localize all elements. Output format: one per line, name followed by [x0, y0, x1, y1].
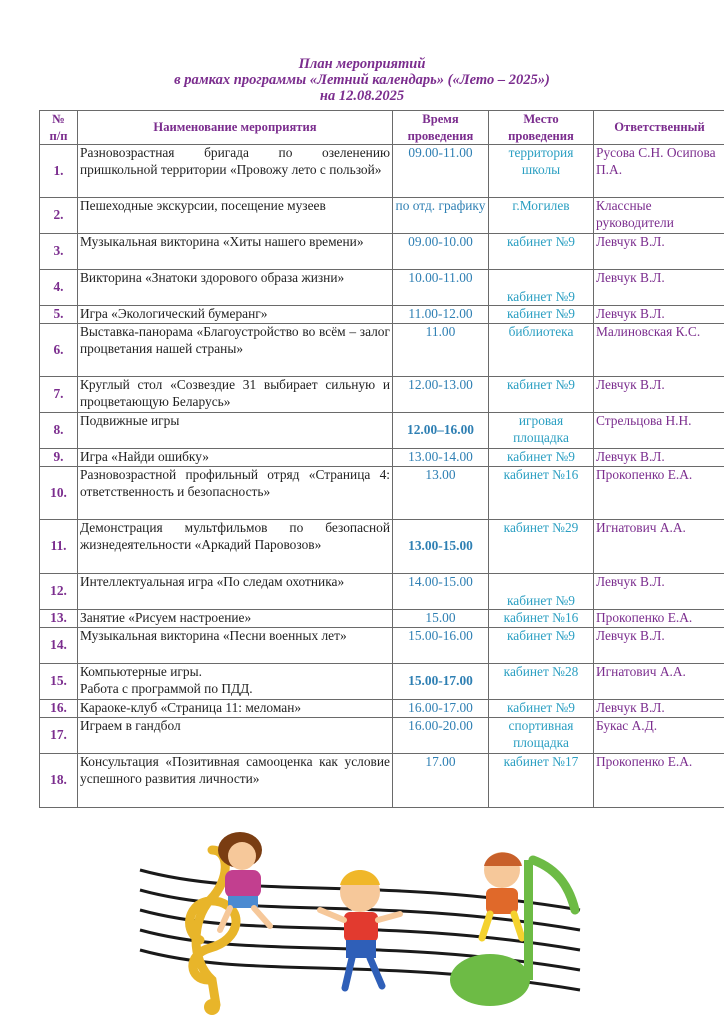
- table-row: [40, 610, 724, 628]
- row-resp: Прокопенко Е.А.: [594, 610, 724, 628]
- header-name: Наименование мероприятия: [78, 111, 393, 145]
- row-name: Консультация «Позитивная самооценка как условие успешного развития личности»: [78, 754, 393, 808]
- row-num: 3.: [40, 234, 78, 270]
- table-row: [40, 574, 724, 610]
- row-time: 09.00-10.00: [393, 234, 489, 270]
- row-resp: Левчук В.Л.: [594, 449, 724, 467]
- row-place: кабинет №9: [489, 377, 594, 413]
- title-line-1: План мероприятий: [298, 56, 426, 72]
- row-resp: Левчук В.Л.: [594, 574, 724, 610]
- table-row: [40, 520, 724, 574]
- row-name-line-2: Работа с программой по ПДД.: [80, 680, 253, 696]
- row-place: спортивная площадка: [489, 718, 594, 754]
- row-num: 11.: [40, 520, 78, 574]
- events-table: [39, 110, 724, 808]
- girl-figure: [218, 832, 270, 930]
- row-time: 15.00: [393, 610, 489, 628]
- row-num: 8.: [40, 413, 78, 449]
- title-line-3: на 12.08.2025: [319, 88, 405, 104]
- table-header-row: [40, 111, 724, 145]
- title-line-2: в рамках программы «Летний календарь» («Лето – 2025»): [174, 72, 550, 88]
- row-num: 13.: [40, 610, 78, 628]
- row-time: 13.00-14.00: [393, 449, 489, 467]
- table-row: [40, 198, 724, 234]
- header-time: Время проведения: [393, 111, 489, 145]
- row-resp: Левчук В.Л.: [594, 234, 724, 270]
- table-row: [40, 324, 724, 377]
- row-name: Подвижные игры: [78, 413, 393, 449]
- table-row: [40, 718, 724, 754]
- row-resp: Букас А.Д.: [594, 718, 724, 754]
- row-num: 5.: [40, 306, 78, 324]
- row-num: 12.: [40, 574, 78, 610]
- row-resp: Игнатович А.А.: [594, 664, 724, 700]
- row-resp: Левчук В.Л.: [594, 700, 724, 718]
- row-time: 16.00-17.00: [393, 700, 489, 718]
- table-row: [40, 754, 724, 808]
- row-place: кабинет №28: [489, 664, 594, 700]
- header-num: № п/п: [40, 111, 78, 145]
- row-place: кабинет №9: [489, 700, 594, 718]
- row-time: 11.00-12.00: [393, 306, 489, 324]
- row-place: кабинет №9: [489, 306, 594, 324]
- row-place: кабинет №16: [489, 467, 594, 520]
- table-row: [40, 467, 724, 520]
- row-num: 10.: [40, 467, 78, 520]
- row-resp: Левчук В.Л.: [594, 377, 724, 413]
- row-num: 7.: [40, 377, 78, 413]
- row-name: Пешеходные экскурсии, посещение музеев: [78, 198, 393, 234]
- table-row: [40, 306, 724, 324]
- row-resp: Стрельцова Н.Н.: [594, 413, 724, 449]
- row-name: Разновозрастная бригада по озеленению пришкольной территории «Провожу лето с пользой»: [78, 145, 393, 198]
- row-time: по отд. графику: [393, 198, 489, 234]
- music-kids-illustration: [130, 830, 590, 1020]
- row-time: 13.00: [393, 467, 489, 520]
- row-resp: Прокопенко Е.А.: [594, 467, 724, 520]
- row-place: кабинет №9: [489, 449, 594, 467]
- row-num: 6.: [40, 324, 78, 377]
- row-name: Музыкальная викторина «Хиты нашего времени»: [78, 234, 393, 270]
- row-num: 18.: [40, 754, 78, 808]
- row-resp: Левчук В.Л.: [594, 306, 724, 324]
- table-row: [40, 377, 724, 413]
- row-num: 1.: [40, 145, 78, 198]
- table-row: [40, 145, 724, 198]
- row-place: кабинет №9: [489, 628, 594, 664]
- row-name: Круглый стол «Созвездие 31 выбирает сильную и процветающую Беларусь»: [78, 377, 393, 413]
- row-place: кабинет №17: [489, 754, 594, 808]
- row-resp: Малиновская К.С.: [594, 324, 724, 377]
- row-time: 14.00-15.00: [393, 574, 489, 610]
- row-name: [78, 664, 393, 700]
- row-name: Игра «Экологический бумеранг»: [78, 306, 393, 324]
- table-row: [40, 700, 724, 718]
- table-row: [40, 270, 724, 306]
- row-name: Интеллектуальная игра «По следам охотника»: [78, 574, 393, 610]
- row-time: 11.00: [393, 324, 489, 377]
- document-title: [0, 56, 724, 104]
- row-num: 9.: [40, 449, 78, 467]
- row-place: кабинет №9: [489, 234, 594, 270]
- row-resp: Игнатович А.А.: [594, 520, 724, 574]
- row-name: Выставка-панорама «Благоустройство во всём – залог процветания нашей страны»: [78, 324, 393, 377]
- table-row: [40, 628, 724, 664]
- row-resp: Русова С.Н. Осипова П.А.: [594, 145, 724, 198]
- row-resp: Классные руководители: [594, 198, 724, 234]
- row-time: 09.00-11.00: [393, 145, 489, 198]
- row-name: Демонстрация мультфильмов по безопасной жизнедеятельности «Аркадий Паровозов»: [78, 520, 393, 574]
- row-place: библиотека: [489, 324, 594, 377]
- row-time: 13.00-15.00: [393, 520, 489, 574]
- row-num: 4.: [40, 270, 78, 306]
- row-num: 14.: [40, 628, 78, 664]
- row-num: 15.: [40, 664, 78, 700]
- row-resp: Левчук В.Л.: [594, 628, 724, 664]
- row-time: 10.00-11.00: [393, 270, 489, 306]
- row-place: г.Могилев: [489, 198, 594, 234]
- row-place: игровая площадка: [489, 413, 594, 449]
- row-name: Играем в гандбол: [78, 718, 393, 754]
- row-place: кабинет №29: [489, 520, 594, 574]
- header-resp: Ответственный: [594, 111, 724, 145]
- row-name-line-1: Компьютерные игры.: [80, 664, 202, 680]
- row-place: кабинет №9: [489, 270, 594, 306]
- row-num: 2.: [40, 198, 78, 234]
- row-time: 15.00-17.00: [393, 664, 489, 700]
- row-resp: Прокопенко Е.А.: [594, 754, 724, 808]
- row-name: Викторина «Знатоки здорового образа жизни»: [78, 270, 393, 306]
- row-name: Игра «Найди ошибку»: [78, 449, 393, 467]
- row-place: кабинет №16: [489, 610, 594, 628]
- table-row: [40, 449, 724, 467]
- row-name: Музыкальная викторина «Песни военных лет»: [78, 628, 393, 664]
- table-row: [40, 413, 724, 449]
- row-name: Караоке-клуб «Страница 11: меломан»: [78, 700, 393, 718]
- row-name: Занятие «Рисуем настроение»: [78, 610, 393, 628]
- row-time: 12.00–16.00: [393, 413, 489, 449]
- row-place: кабинет №9: [489, 574, 594, 610]
- row-num: 16.: [40, 700, 78, 718]
- table-row: [40, 664, 724, 700]
- row-num: 17.: [40, 718, 78, 754]
- row-time: 15.00-16.00: [393, 628, 489, 664]
- boy-figure-right: [482, 852, 522, 938]
- row-time: 16.00-20.00: [393, 718, 489, 754]
- table-row: [40, 234, 724, 270]
- row-time: 17.00: [393, 754, 489, 808]
- header-place: Место проведения: [489, 111, 594, 145]
- row-resp: Левчук В.Л.: [594, 270, 724, 306]
- row-name: Разновозрастной профильный отряд «Страница 4: ответственность и безопасность»: [78, 467, 393, 520]
- row-time: 12.00-13.00: [393, 377, 489, 413]
- row-place: территория школы: [489, 145, 594, 198]
